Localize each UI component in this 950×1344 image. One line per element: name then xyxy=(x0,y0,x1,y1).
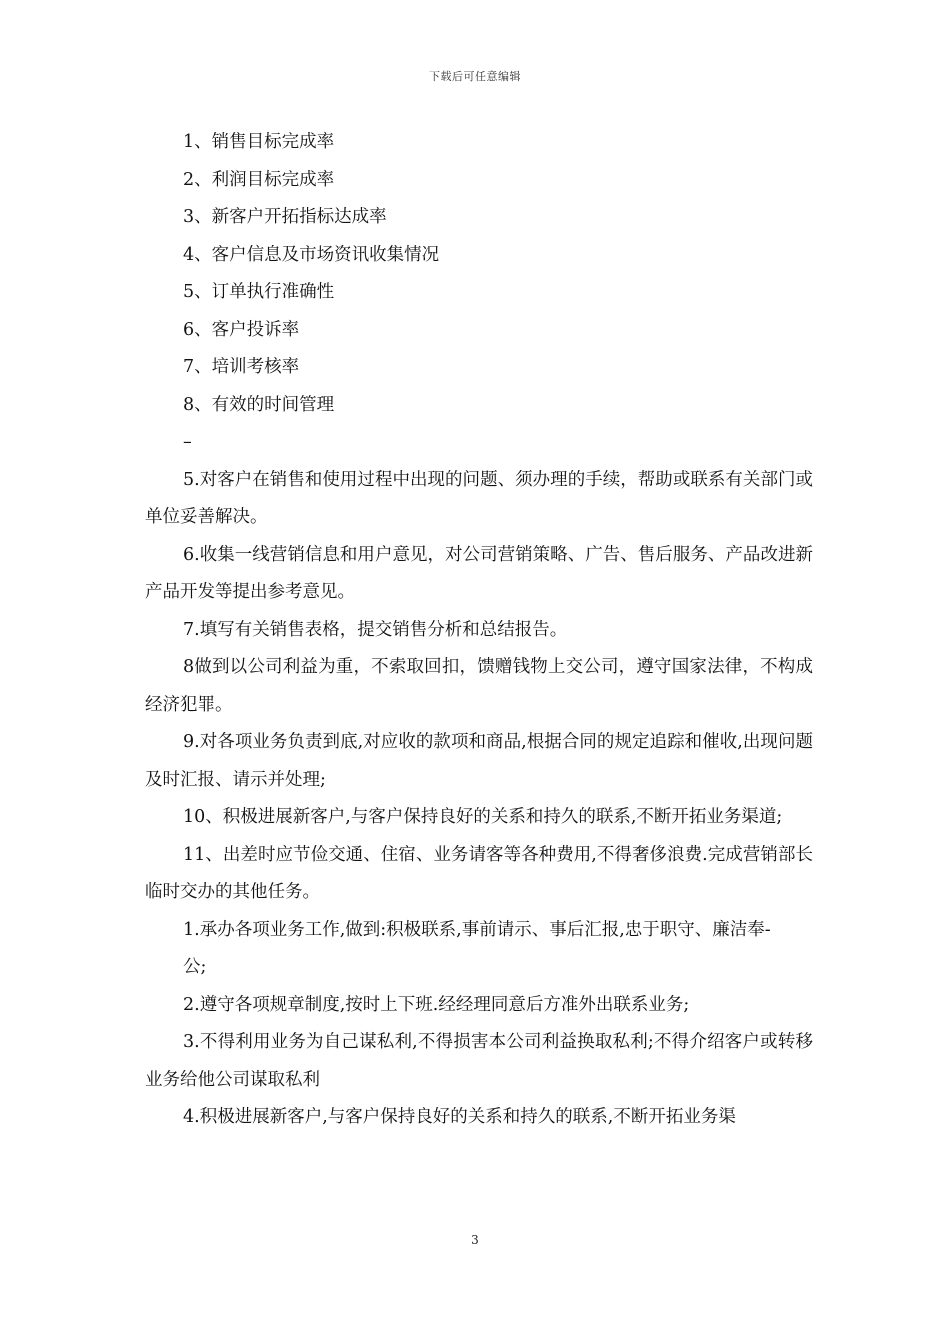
paragraph: 7.填写有关销售表格，提交销售分析和总结报告。 xyxy=(183,619,568,640)
list-item: 7、培训考核率 xyxy=(183,357,300,377)
paragraph-continuation: 公; xyxy=(183,957,207,977)
paragraph: 5.对客户在销售和使用过程中出现的问题、须办理的手续，帮助或联系有关部门或单位妥善解决。 xyxy=(145,469,813,527)
page-number: 3 xyxy=(471,1233,479,1247)
list-item: 6、客户投诉率 xyxy=(183,319,300,340)
list-item: 5、订单执行准确性 xyxy=(183,282,335,302)
paragraph: 2.遵守各项规章制度,按时上下班.经经理同意后方准外出联系业务; xyxy=(183,994,690,1015)
paragraph: 9.对各项业务负责到底,对应收的款项和商品,根据合同的规定追踪和催收,出现问题及时汇报、请示并处理; xyxy=(145,732,813,790)
paragraph: 8做到以公司利益为重，不索取回扣，馈赠钱物上交公司，遵守国家法律，不构成经济犯罪。 xyxy=(145,657,813,715)
page-header: 下载后可任意编辑 xyxy=(429,70,521,83)
list-item: 3、新客户开拓指标达成率 xyxy=(183,207,387,227)
paragraph: 4.积极进展新客户,与客户保持良好的关系和持久的联系,不断开拓业务渠 xyxy=(183,1107,736,1127)
paragraph: 11、出差时应节俭交通、住宿、业务请客等各种费用,不得奢侈浪费.完成营销部长临时交办的其他任务。 xyxy=(145,844,813,902)
document-body xyxy=(145,124,813,1137)
list-item: 4、客户信息及市场资讯收集情况 xyxy=(183,244,440,265)
list-item: 2、利润目标完成率 xyxy=(183,169,335,190)
dash-separator: – xyxy=(183,432,192,452)
list-item: 1、销售目标完成率 xyxy=(183,132,335,152)
paragraph: 1.承办各项业务工作,做到:积极联系,事前请示、事后汇报,忠于职守、廉洁奉- xyxy=(183,919,771,940)
paragraph: 10、积极进展新客户,与客户保持良好的关系和持久的联系,不断开拓业务渠道; xyxy=(183,807,783,827)
list-item: 8、有效的时间管理 xyxy=(183,394,335,415)
paragraph: 3.不得利用业务为自己谋私利,不得损害本公司利益换取私利;不得介绍客户或转移业务给他公司谋取私利 xyxy=(145,1032,813,1090)
paragraph: 6.收集一线营销信息和用户意见，对公司营销策略、广告、售后服务、产品改进新产品开发等提出参考意见。 xyxy=(145,544,813,602)
